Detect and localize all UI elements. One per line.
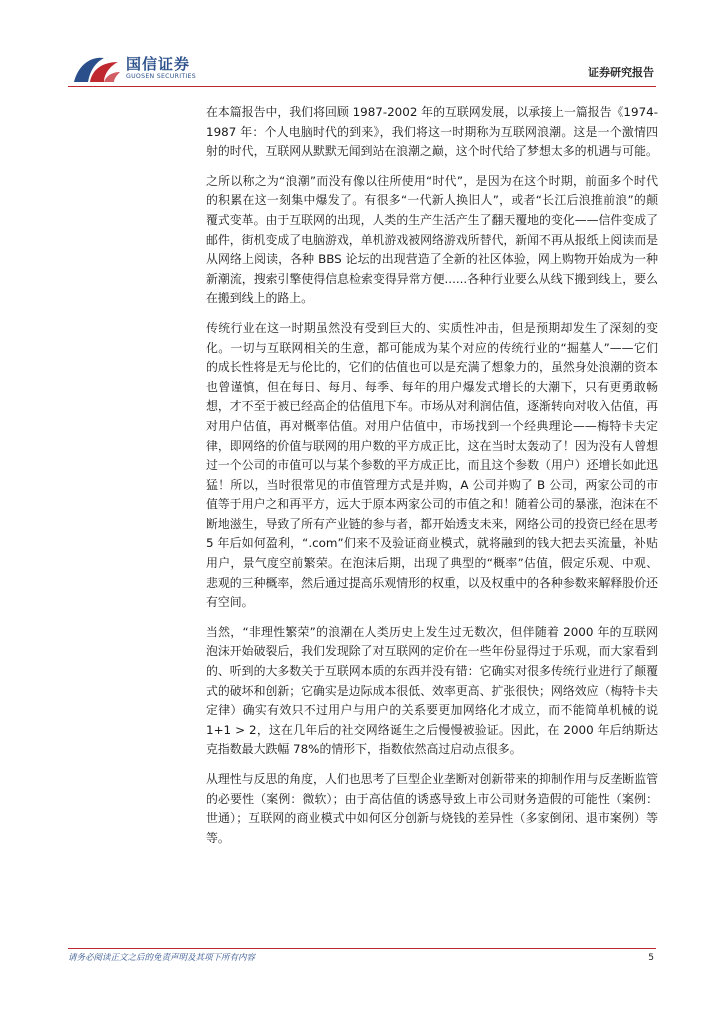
footer-divider [68, 948, 656, 949]
brand-name-en: GUOSEN SECURITIES [126, 73, 196, 80]
report-body [206, 103, 658, 858]
body-paragraph: 在本篇报告中，我们将回顾 1987-2002 年的互联网发展，以承接上一篇报告《1974-1987 年：个人电脑时代的到来》，我们将这一时期称为互联网浪潮。这是一个激情四射的时代，互联网从默默无闻到站在浪潮之巅，这个时代给了梦想太多的机遇与可能。 [206, 105, 658, 159]
body-paragraph: 之所以称之为“浪潮”而没有像以往所使用“时代”，是因为在这个时期，前面多个时代的积累在这一刻集中爆发了。有很多“一代新人换旧人”，或者“长江后浪推前浪”的颠覆式变革。由于互联网的出现，人类的生产生活产生了翻天覆地的变化——信件变成了邮件，街机变成了电脑游戏，单机游戏被网络游戏所替代，新闻不再从报纸上阅读而是从网络上阅读，各种 BBS 论坛的出现营造了全新的社区体验，网上购物开始成为一种新潮流，搜索引擎使得信息检索变得异常方便......各种行业要么从线下搬到线上，要么在搬到线上的路上。 [206, 173, 658, 306]
footer-disclaimer: 请务必阅读正文之后的免责声明及其项下所有内容 [68, 953, 256, 963]
header-divider [68, 86, 656, 87]
body-paragraph: 从理性与反思的角度，人们也思考了巨型企业垄断对创新带来的抑制作用与反垄断监管的必要性（案例：微软）；由于高估值的诱惑导致上市公司财务造假的可能性（案例：世通）；互联网的商业模式中如何区分创新与烧钱的差异性（多家倒闭、退市案例）等等。 [206, 772, 658, 845]
body-paragraph: 传统行业在这一时期虽然没有受到巨大的、实质性冲击，但是预期却发生了深刻的变化。一切与互联网相关的生意，都可能成为某个对应的传统行业的“掘墓人”——它们的成长性将是无与伦比的，它们的估值也可以是充满了想象力的，虽然身处浪潮的资本也曾谨慎，但在每日、每月、每季、每年的用户爆发式增长的大潮下，只有更勇敢畅想，才不至于被已经高企的估值甩下车。市场从对利润估值，逐渐转向对收入估值，再对用户估值，再对概率估值。对用户估值中，市场找到一个经典理论——梅特卡夫定律，即网络的价值与联网的用户数的平方成正比，这在当时太轰动了！因为没有人曾想过一个公司的市值可以与某个参数的平方成正比，而且这个参数（用户）还增长如此迅猛！所以，当时很常见的市值管理方式是并购，A 公司并购了 B 公司，两家公司的市值等于用户之和再平方，远大于原本两家公司的市值之和！随着公司的暴涨，泡沫在不断地滋生，导致了所有产业链的参与者，都开始透支未来，网络公司的投资已经在思考 5 年后如何盈利，“.com”们来不及验证商业模式，就将融到的钱大把去买流量，补贴用户，景气度空前繁荣。在泡沫后期，出现了典型的“概率”估值，假定乐观、中观、悲观的三种概率，然后通过提高乐观情形的权重，以及权重中的各种参数来解释股价还有空间。 [206, 320, 658, 610]
brand-name-cn: 国信证券 [126, 55, 191, 73]
page-header [0, 0, 724, 90]
page-number: 5 [648, 953, 654, 963]
guosen-logo-icon [70, 52, 122, 86]
report-type-label: 证券研究报告 [588, 66, 654, 79]
body-paragraph: 当然，“非理性繁荣”的浪潮在人类历史上发生过无数次，但伴随着 2000 年的互联网泡沫开始破裂后，我们发现除了对互联网的定价在一些年份显得过于乐观，而大家看到的、听到的大多数关于互联网本质的东西并没有错：它确实对很多传统行业进行了颠覆式的破坏和创新；它确实是边际成本很低、效率更高、扩张很快；网络效应（梅特卡夫定律）确实有效只不过用户与用户的关系要更加网络化才成立，而不能简单机械的说 1+1 > 2，这在几年后的社交网络诞生之后慢慢被验证。因此，在 2000 年后纳斯达克指数最大跌幅 78%的情形下，指数依然高过启动点很多。 [206, 624, 658, 757]
